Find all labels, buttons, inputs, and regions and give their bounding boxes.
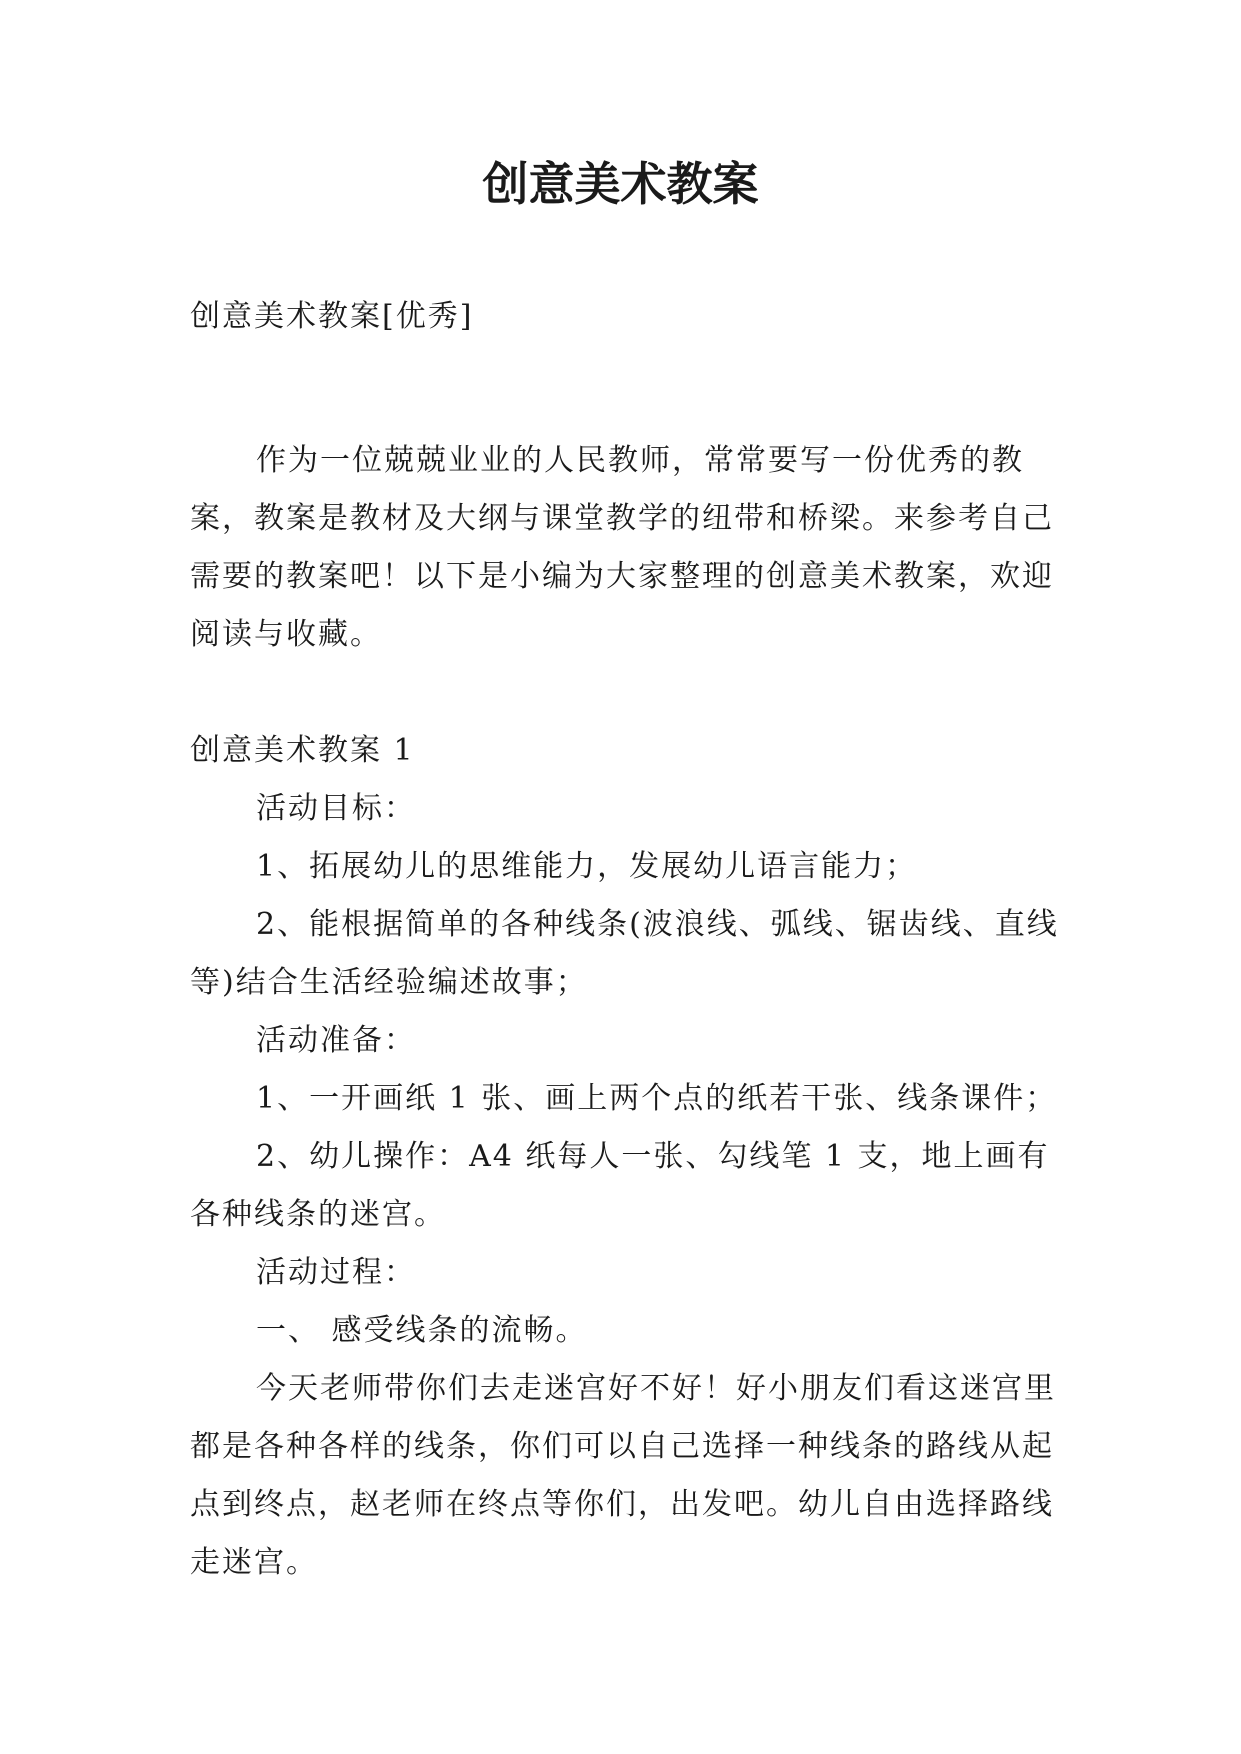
intro-paragraph: 作为一位兢兢业业的人民教师，常常要写一份优秀的教案，教案是教材及大纲与课堂教学的纽带和桥梁。来参考自己需要的教案吧！以下是小编为大家整理的创意美术教案，欢迎阅读与收藏。 xyxy=(190,443,1054,652)
prep-heading: 活动准备： xyxy=(256,1023,416,1058)
step-paragraph: 今天老师带你们去走迷宫好不好！好小朋友们看这迷宫里都是各种各样的线条，你们可以自己选择一种线条的路线从起点到终点，赵老师在终点等你们，出发吧。幼儿自由选择路线走迷宫。 xyxy=(190,1371,1056,1580)
spacer xyxy=(190,346,1060,374)
prep-item: 1、一开画纸 1 张、画上两个点的纸若干张、线条课件； xyxy=(256,1081,1058,1116)
document-title: 创意美术教案 xyxy=(482,157,759,211)
spacer xyxy=(190,664,1060,722)
document-body xyxy=(190,288,1060,1592)
goal-item: 2、能根据简单的各种线条(波浪线、弧线、锯齿线、直线等)结合生活经验编述故事； xyxy=(190,907,1059,1000)
section-heading: 创意美术教案 1 xyxy=(190,733,415,768)
spacer xyxy=(190,374,1060,432)
goal-item: 1、拓展幼儿的思维能力，发展幼儿语言能力； xyxy=(256,849,918,884)
prep-item: 2、幼儿操作：A4 纸每人一张、勾线笔 1 支，地上画有各种线条的迷宫。 xyxy=(190,1139,1050,1232)
goals-heading: 活动目标： xyxy=(256,791,416,826)
process-heading: 活动过程： xyxy=(256,1255,416,1290)
step-heading: 一、 感受线条的流畅。 xyxy=(256,1313,588,1348)
document-subtitle: 创意美术教案[优秀] xyxy=(190,299,474,334)
